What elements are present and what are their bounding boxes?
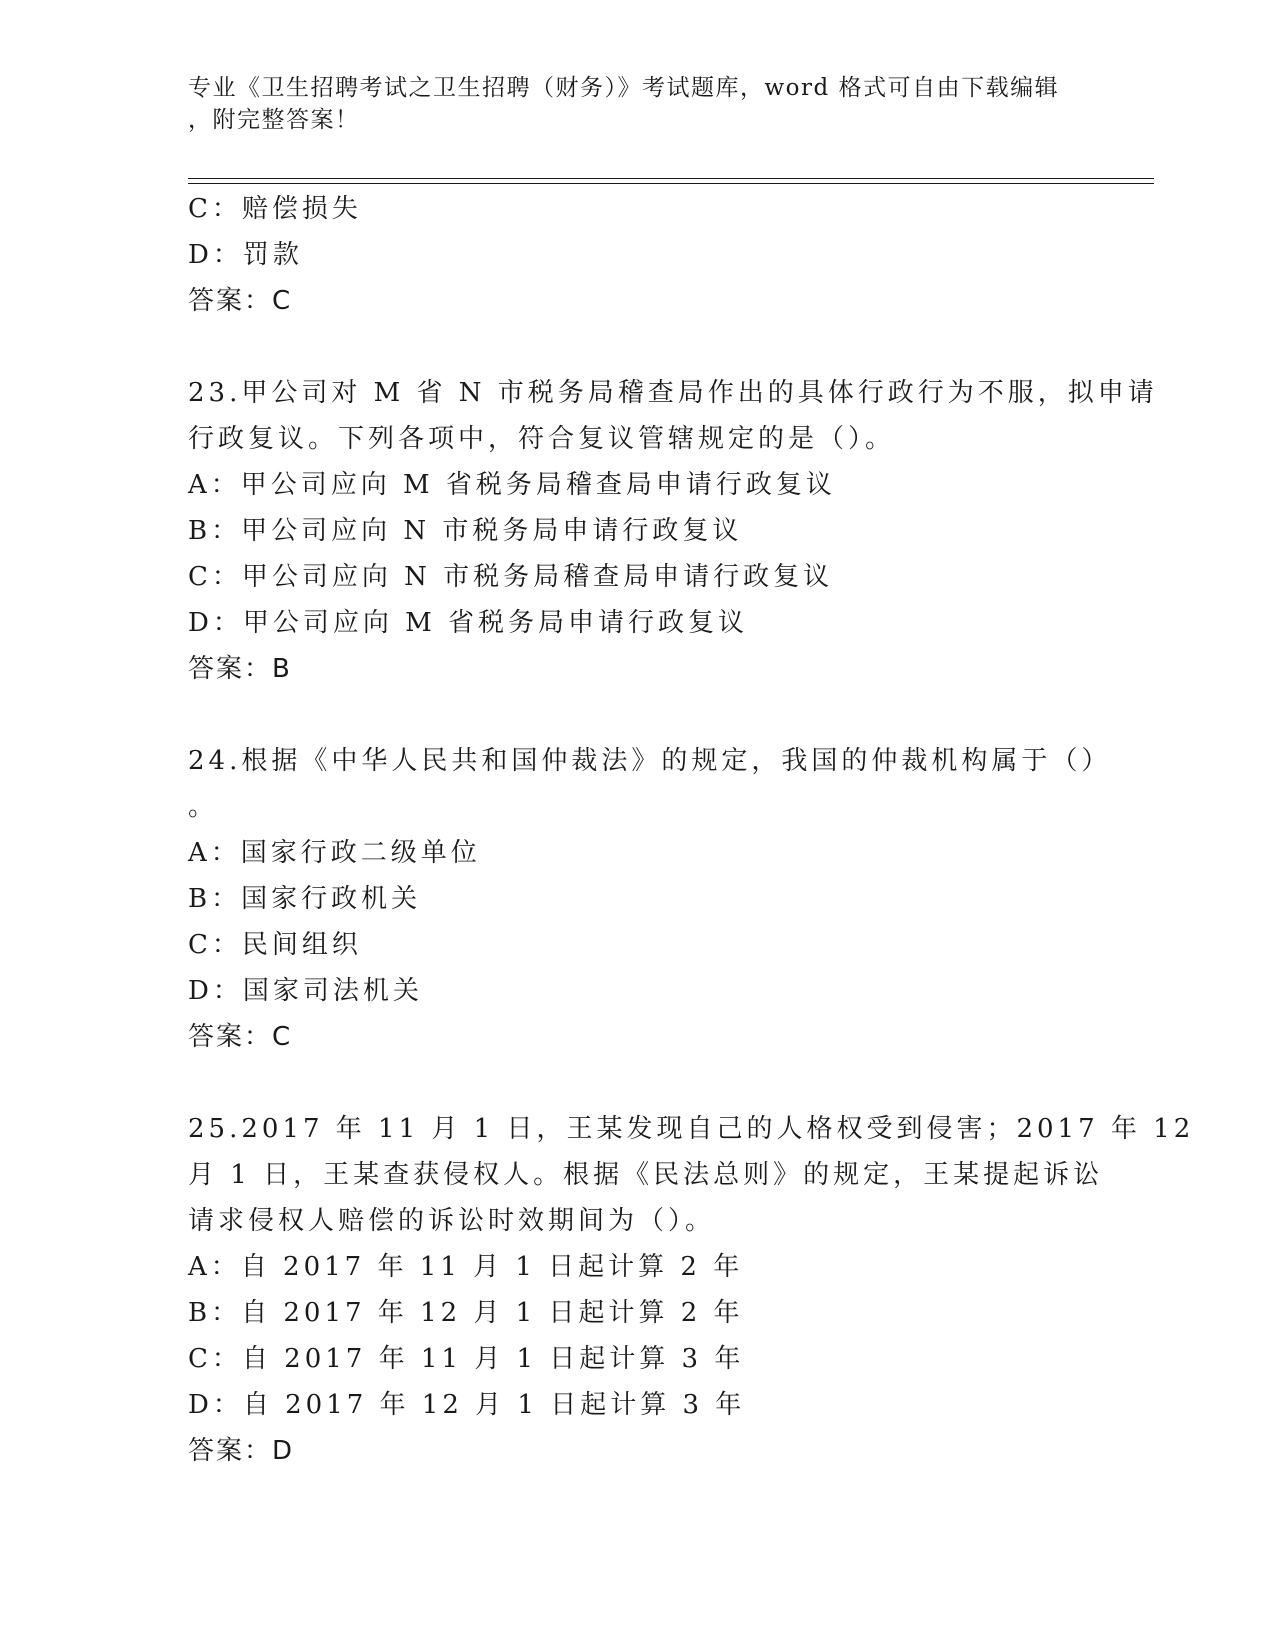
option-c: C：自 2017 年 11 月 1 日起计算 3 年 — [188, 1344, 745, 1374]
question-24 — [188, 738, 1112, 1060]
answer: 答案：C — [188, 286, 293, 316]
option-c: C：民间组织 — [188, 930, 362, 960]
header-divider-top — [188, 178, 1154, 179]
answer: 答案：B — [188, 654, 292, 684]
question-stem-line: 23.甲公司对 M 省 N 市税务局稽查局作出的具体行政行为不服，拟申请 — [188, 378, 1158, 408]
option-d: D：国家司法机关 — [188, 976, 423, 1006]
document-header — [188, 72, 1068, 136]
answer: 答案：D — [188, 1436, 295, 1466]
question-stem-line: 行政复议。下列各项中，符合复议管辖规定的是（）。 — [188, 424, 896, 454]
option-c: C：甲公司应向 N 市税务局稽查局申请行政复议 — [188, 562, 834, 592]
header-line-1: 专业《卫生招聘考试之卫生招聘（财务）》考试题库，word 格式可自由下载编辑 — [188, 75, 1060, 101]
option-d: D：自 2017 年 12 月 1 日起计算 3 年 — [188, 1390, 746, 1420]
question-stem-line: 月 1 日，王某查获侵权人。根据《民法总则》的规定，王某提起诉讼 — [188, 1160, 1104, 1190]
header-divider-bottom — [188, 183, 1154, 184]
option-b: B：自 2017 年 12 月 1 日起计算 2 年 — [188, 1298, 744, 1328]
prev-question — [188, 186, 1088, 324]
question-stem-line: 24.根据《中华人民共和国仲裁法》的规定，我国的仲裁机构属于（） — [188, 746, 1112, 776]
option-b: B：国家行政机关 — [188, 884, 422, 914]
question-23 — [188, 370, 1158, 692]
option-a: A：甲公司应向 M 省税务局稽查局申请行政复议 — [188, 470, 836, 500]
option-c: C：赔偿损失 — [188, 194, 362, 224]
question-stem-line: 25.2017 年 11 月 1 日，王某发现自己的人格权受到侵害；2017 年 12 — [188, 1114, 1195, 1144]
option-a: A：国家行政二级单位 — [188, 838, 481, 868]
option-b: B：甲公司应向 N 市税务局申请行政复议 — [188, 516, 743, 546]
question-stem-line: 请求侵权人赔偿的诉讼时效期间为（）。 — [188, 1206, 716, 1236]
question-list — [188, 186, 1195, 1474]
option-a: A：自 2017 年 11 月 1 日起计算 2 年 — [188, 1252, 744, 1282]
option-d: D：甲公司应向 M 省税务局申请行政复议 — [188, 608, 748, 638]
answer: 答案：C — [188, 1022, 293, 1052]
header-line-2: ，附完整答案！ — [188, 107, 360, 133]
question-stem-line: 。 — [188, 792, 219, 822]
option-d: D：罚款 — [188, 240, 303, 270]
question-25 — [188, 1106, 1195, 1474]
